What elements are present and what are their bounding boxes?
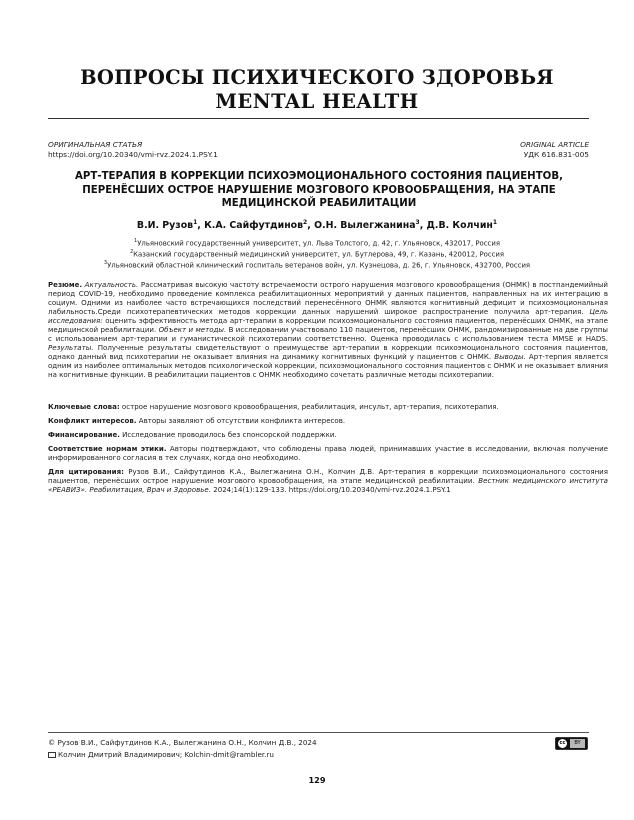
conflict-label: Конфликт интересов. [48, 416, 137, 425]
funding-label: Финансирование. [48, 430, 120, 439]
methods-label: Объект и методы. [158, 325, 227, 335]
conflict-text: Авторы заявляют об отсутствии конфликта интересов. [138, 416, 346, 425]
citation [48, 467, 608, 494]
citation-journal: Вестник медицинского института «РЕАВИЗ». Реабилитация, Врач и Здоровье. [48, 476, 608, 495]
author-sup: 1 [492, 219, 498, 226]
article-title: АРТ-ТЕРАПИЯ В КОРРЕКЦИИ ПСИХОЭМОЦИОНАЛЬНОГО СОСТОЯНИЯ ПАЦИЕНТОВ, ПЕРЕНЁСШИХ ОСТРОЕ НАРУШЕНИЕ МОЗГОВОГО КРОВООБРАЩЕНИЯ, НА ЭТАПЕ МЕДИЦИНСКОЙ РЕАБИЛИТАЦИИ [75, 171, 563, 210]
doi-link[interactable]: https://doi.org/10.20340/vmi-rvz.2024.1.PSY.1 [48, 150, 218, 159]
author-list: В.И. Рузов$^1$, К.А. Сайфутдинов$^2$, О.Н. Вылегжанина$^3$, Д.В. Колчин$^1$ [136, 219, 498, 232]
copyright: © Рузов В.И., Сайфутдинов К.А., Вылегжанина О.Н., Колчин Д.В., 2024 [48, 738, 317, 747]
citation-label: Для цитирования: [48, 467, 124, 476]
by-icon: BY [570, 739, 585, 748]
author-sup: 1 [193, 219, 198, 226]
keywords-text: острое нарушение мозгового кровообращения, реабилитация, инсульт, арт-терапия, психотерапия. [121, 402, 499, 411]
article-type-ru: ОРИГИНАЛЬНАЯ СТАТЬЯ [48, 140, 143, 149]
contact-name: Колчин Дмитрий Владимирович; [58, 750, 183, 759]
article-meta-left [48, 140, 218, 160]
ethics [48, 444, 608, 462]
conclusions-label: Выводы. [494, 352, 526, 362]
affiliation-sup: 2 [129, 249, 134, 255]
conflict-of-interest [48, 416, 608, 425]
contact-line [48, 750, 274, 759]
cc-icon: cc [559, 740, 566, 746]
ethics-label: Соответствие нормам этики. [48, 444, 167, 453]
udc-code: УДК 616.831-005 [523, 150, 589, 159]
affiliation-sup: 3 [103, 260, 108, 266]
citation-ref[interactable]: 2024;14(1):129-133. https://doi.org/10.20340/vmi-rvz.2024.1.PSY.1 [213, 485, 451, 495]
topicality-label: Актуальность. [84, 280, 139, 289]
topicality-text: Рассматривая высокую частоту встречаемости острого нарушения мозгового кровообращения (ОНМК) в постпандемийный период COVID-19, необходимо проведение комплекса реабилитационных мероприятий у данных пациентов, направленных на их интеграцию в социум. Одними из наиболее часто встречающихся последствий перенесённого ОНМК являются когнитивный дефицит и психоэмоциональная лабильность.Среди психотерапевтических методов коррекции данных нарушений широкое распространение получила арт-терапия. [48, 280, 608, 317]
aim-text: оценить эффективность метода арт-терапии в коррекции психоэмоционального состояния пациентов, перенёсших ОНМК, на этапе медицинской реабилитации. [48, 316, 608, 335]
conclusions-text: Арт-терпия является одним из наиболее оптимальных методов психологической коррекции, психоэмоционального состояния пациентов с ОНМК и не оказывает влияния на когнитивные функции. В реабилитации пациентов с ОНМК необходимо сочетать различные методы психотерапии. [48, 352, 608, 380]
affiliation-text: Казанский государственный медицинский университет, ул. Бутлерова, 49, г. Казань, 420012, Россия [133, 250, 505, 259]
methods-text: В исследовании участвовало 110 пациентов, перенёсших ОНМК, рандомизированные на две группы с использованием арт-терапии и гуманистической психотерапии соответственно. Оценка проводилась с использованием теста MMSE и HADS. [48, 325, 608, 344]
footer-divider [48, 732, 589, 733]
abstract-label: Резюме. [48, 280, 83, 289]
author-name: Д.В. Колчин [426, 220, 493, 232]
journal-title-en: MENTAL HEALTH [215, 90, 419, 113]
affiliation [0, 260, 634, 269]
article-type-en: ORIGINAL ARTICLE [520, 140, 589, 149]
affiliation [0, 249, 634, 258]
cc-by-license-icon[interactable] [555, 737, 588, 750]
results-label: Результаты. [48, 343, 94, 353]
funding-text: Исследование проводилось без спонсорской поддержки. [122, 430, 337, 439]
author-name: В.И. Рузов [136, 220, 194, 232]
mail-icon [48, 752, 56, 758]
author-name: К.А. Сайфутдинов [204, 220, 304, 232]
author-sup: 3 [415, 219, 420, 226]
ethics-text: Авторы подтверждают, что соблюдены права людей, принимавших участие в исследовании, включая получение информированного согласия в тех случаях, когда оно необходимо. [48, 444, 608, 463]
aim-label: Цель исследования: [48, 307, 608, 326]
affiliation-sup: 1 [134, 238, 138, 244]
author-sup: 2 [303, 219, 308, 226]
affiliation-text: Ульяновский государственный университет, ул. Льва Толстого, д. 42, г. Ульяновск, 432017, Россия [137, 239, 500, 248]
article-meta-right [520, 140, 589, 160]
results-text: Полученные результаты свидетельствуют о преимуществе арт-терапии в коррекции психоэмоционального состояния пациентов, однако данный вид психотерапии не оказывает влияния на динамику когнитивных функций у пациентов с ОНМК. [48, 343, 608, 362]
affiliation [0, 238, 634, 247]
journal-title-ru: ВОПРОСЫ ПСИХИЧЕСКОГО ЗДОРОВЬЯ [80, 66, 554, 89]
citation-text: Рузов В.И., Сайфутдинов К.А., Вылегжанина О.Н., Колчин Д.В. Арт-терапия в коррекции психоэмоционального состояния пациентов, перенёсших острое нарушение мозгового кровообращения, на этапе медицинской реабилитации. [48, 467, 608, 486]
contact-email[interactable]: Kolchin-dmit@rambler.ru [184, 750, 274, 759]
keywords-label: Ключевые слова: [48, 402, 120, 411]
keywords [48, 402, 608, 411]
abstract [48, 280, 608, 380]
author-name: О.Н. Вылегжанина [314, 220, 416, 232]
funding [48, 430, 608, 439]
page-number: 129 [308, 775, 326, 785]
header-divider [48, 118, 589, 119]
affiliation-text: Ульяновский областной клинический госпиталь ветеранов войн, ул. Кузнецова, д. 26, г. Ульяновск, 432700, Россия [107, 261, 531, 270]
